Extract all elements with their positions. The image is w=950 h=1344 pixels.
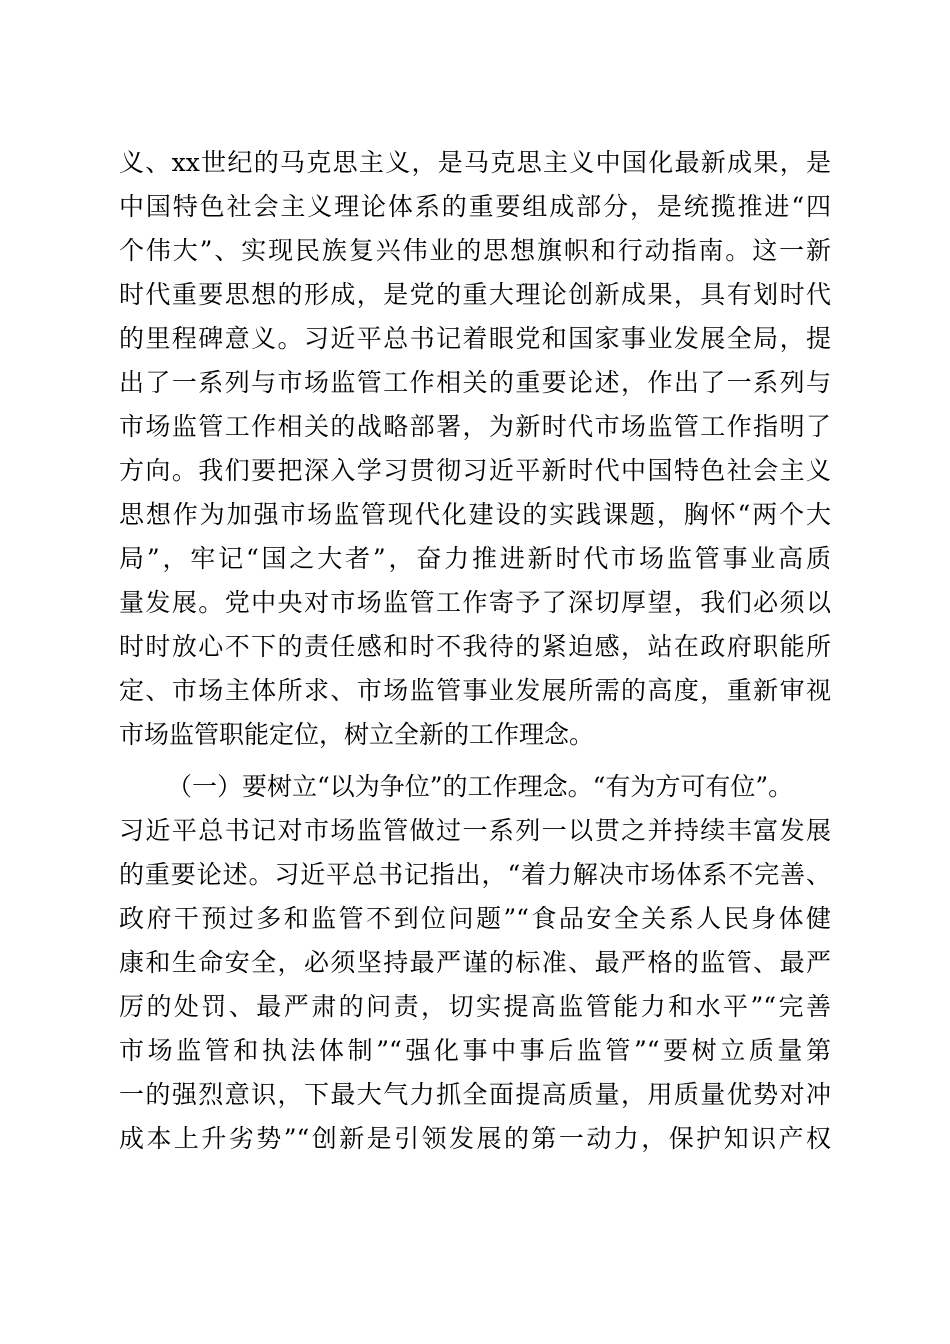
text-line: 方向。我们要把深入学习贯彻习近平新时代中国特色社会主义 bbox=[119, 456, 831, 485]
text-line: 习近平总书记对市场监管做过一系列一以贯之并持续丰富发展 bbox=[119, 816, 831, 845]
text-line: 市场监管和执法体制”“强化事中事后监管”“要树立质量第 bbox=[119, 1036, 831, 1065]
text-line: 个伟大”、实现民族复兴伟业的思想旗帜和行动指南。这一新 bbox=[119, 236, 831, 265]
text-line: 政府干预过多和监管不到位问题”“食品安全关系人民身体健 bbox=[119, 904, 831, 933]
text-line: 市场监管工作相关的战略部署，为新时代市场监管工作指明了 bbox=[119, 412, 831, 441]
text-line: 康和生命安全，必须坚持最严谨的标准、最严格的监管、最严 bbox=[119, 948, 831, 977]
text-line: 时时放心不下的责任感和时不我待的紧迫感，站在政府职能所 bbox=[119, 632, 831, 661]
text-line: 出了一系列与市场监管工作相关的重要论述，作出了一系列与 bbox=[119, 368, 831, 397]
text-line: 市场监管职能定位，树立全新的工作理念。 bbox=[119, 720, 595, 749]
text-line: 局”，牢记“国之大者”，奋力推进新时代市场监管事业高质 bbox=[119, 544, 831, 573]
text-line: 的里程碑意义。习近平总书记着眼党和国家事业发展全局，提 bbox=[119, 324, 831, 353]
text-line: 量发展。党中央对市场监管工作寄予了深切厚望，我们必须以 bbox=[119, 588, 831, 617]
section-heading-line: （一）要树立“以为争位”的工作理念。“有为方可有位”。 bbox=[167, 772, 794, 801]
text-line: 义、xx世纪的马克思主义，是马克思主义中国化最新成果，是 bbox=[119, 148, 831, 177]
text-line: 的重要论述。习近平总书记指出，“着力解决市场体系不完善、 bbox=[119, 860, 831, 889]
text-line: 成本上升劣势”“创新是引领发展的第一动力，保护知识产权 bbox=[119, 1124, 831, 1153]
text-line: 时代重要思想的形成，是党的重大理论创新成果，具有划时代 bbox=[119, 280, 831, 309]
text-line: 中国特色社会主义理论体系的重要组成部分，是统揽推进“四 bbox=[119, 192, 831, 221]
text-line: 厉的处罚、最严肃的问责，切实提高监管能力和水平”“完善 bbox=[119, 992, 831, 1021]
text-line: 定、市场主体所求、市场监管事业发展所需的高度，重新审视 bbox=[119, 676, 831, 705]
text-line: 一的强烈意识，下最大气力抓全面提高质量，用质量优势对冲 bbox=[119, 1080, 831, 1109]
text-line: 思想作为加强市场监管现代化建设的实践课题，胸怀“两个大 bbox=[119, 500, 831, 529]
